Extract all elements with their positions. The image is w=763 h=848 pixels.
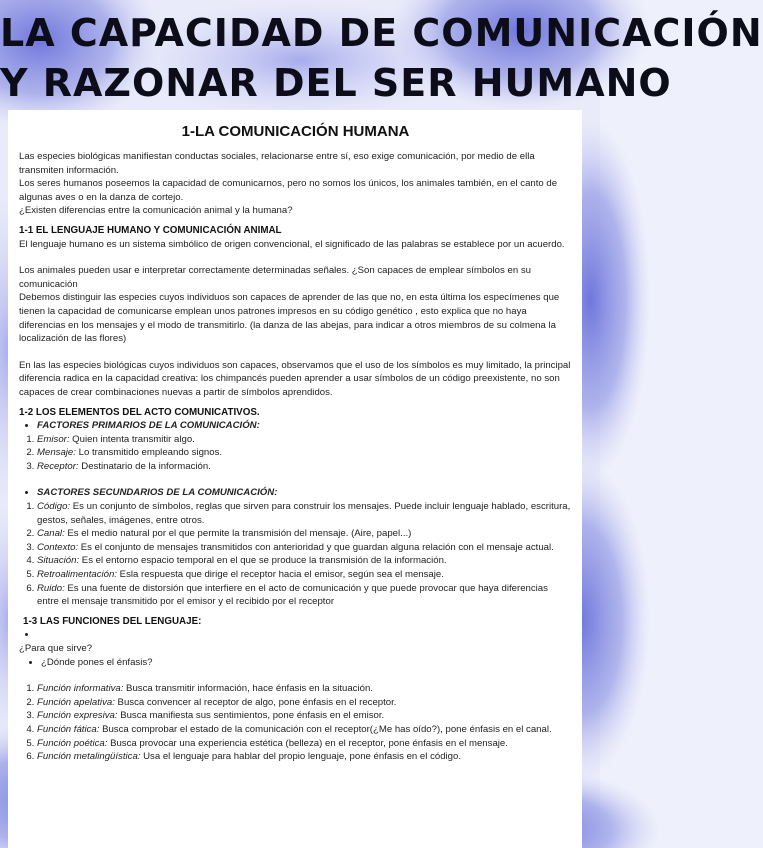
page-title	[0, 8, 763, 108]
list-item: 1. Función informativa: Busca transmitir información, hace énfasis en la situación.	[37, 682, 572, 696]
list-heading: • FACTORES PRIMARIOS DE LA COMUNICACIÓN:	[37, 419, 572, 433]
paragraph: El lenguaje humano es un sistema simbólico de origen convencional, el significado de las palabras se establece por un acuerdo.	[19, 238, 565, 250]
paragraph: ¿Existen diferencias entre la comunicación animal y la humana?	[19, 205, 293, 217]
empty-bullet	[19, 628, 572, 642]
list-item: 2. Mensaje: Lo transmitido empleando signos.	[37, 446, 572, 460]
list-item: 5. Retroalimentación: Esla respuesta que dirige el receptor hacia el emisor, según sea el mensaje.	[37, 568, 572, 582]
list-item: 1. Emisor: Quien intenta transmitir algo.	[37, 433, 572, 447]
bullet-list	[19, 419, 572, 433]
title-line-1: LA CAPACIDAD DE COMUNICACIÓN	[0, 11, 763, 55]
paragraph: Las especies biológicas manifiestan conductas sociales, relacionarse entre sí, eso exige comunicación, por medio de ella transmiten información.	[19, 151, 535, 176]
question-text: • ¿Dónde pones el énfasis?	[41, 656, 572, 670]
subsection-heading: 1-2 LOS ELEMENTOS DEL ACTO COMUNICATIVOS.	[19, 406, 260, 418]
list-item: 5. Función poética: Busca provocar una experiencia estética (belleza) en el receptor, pone énfasis en el mensaje.	[37, 737, 572, 751]
list-item: 3. Receptor: Destinatario de la información.	[37, 460, 572, 474]
list-item: 4. Función fática: Busca comprobar el estado de la comunicación con el receptor(¿Me has oído?), pone énfasis en el canal.	[37, 723, 572, 737]
functions-list	[19, 682, 572, 764]
question-text: ¿Para que sirve?	[19, 643, 93, 654]
list-item: 3. Contexto: Es el conjunto de mensajes transmitidos con anterioridad y que guardan alguna relación con el mensaje actual.	[37, 541, 572, 555]
list-item: 3. Función expresiva: Busca manifiesta sus sentimientos, pone énfasis en el emisor.	[37, 709, 572, 723]
paragraph: Debemos distinguir las especies cuyos individuos son capaces de aprender de las que no, en esta última los especímenes que tienen la capacidad de comunicarse emplean unos patrones impresos en su código genético , esto explica que no haya diferencias en los mensajes y el modo de transmitirlo. (la danza de las abejas, para indicar a otros miembros de su colmena la localización de las flores)	[19, 292, 560, 345]
list-item: 6. Función metalingüística: Usa el lenguaje para hablar del propio lenguaje, pone énfasis en el código.	[37, 750, 572, 764]
list-item: 2. Canal: Es el medio natural por el que permite la transmisión del mensaje. (Aire, papel...)	[37, 527, 572, 541]
list-item: 4. Situación: Es el entorno espacio temporal en el que se produce la transmisión de la información.	[37, 554, 572, 568]
bullet-list	[19, 486, 572, 500]
bullet-list	[19, 656, 572, 670]
paragraph: En las las especies biológicas cuyos individuos son capaces, observamos que el uso de los símbolos es muy limitado, la principal diferencia radica en la capacidad creativa: los chimpancés pueden aprender a usar símbolos de un código preexistente, no son capaces de crear combinaciones nuevas a partir de símbolos aprendidos.	[19, 359, 571, 398]
subsection-heading: 1-1 EL LENGUAJE HUMANO Y COMUNICACIÓN ANIMAL	[19, 224, 282, 236]
paragraph: Los animales pueden usar e interpretar correctamente determinadas señales. ¿Son capaces de emplear símbolos en su comunicación	[19, 265, 531, 290]
primary-factors-list	[19, 433, 572, 474]
section-heading: 1-LA COMUNICACIÓN HUMANA	[181, 123, 410, 140]
list-item: 2. Función apelativa: Busca convencer al receptor de algo, pone énfasis en el receptor.	[37, 696, 572, 710]
secondary-factors-list	[19, 500, 572, 609]
list-item: 1. Código: Es un conjunto de símbolos, reglas que sirven para construir los mensajes. Puede incluir lenguaje hablado, escritura, gestos, señales, imágenes, entre otros.	[37, 500, 572, 527]
document-body	[8, 110, 582, 848]
list-item: 6. Ruido: Es una fuente de distorsión que interfiere en el acto de comunicación y que puede provocar que haya diferencias entre el mensaje transmitido por el emisor y el recibido por el receptor	[37, 582, 572, 609]
subsection-heading: 1-3 LAS FUNCIONES DEL LENGUAJE:	[23, 615, 202, 627]
paragraph: Los seres humanos poseemos la capacidad de comunicarnos, pero no somos los únicos, los animales también, en el canto de algunas aves o en la danza de cortejo.	[19, 178, 558, 203]
title-line-2: Y RAZONAR DEL SER HUMANO	[0, 61, 672, 105]
list-heading: • SACTORES SECUNDARIOS DE LA COMUNICACIÓN:	[37, 486, 572, 500]
